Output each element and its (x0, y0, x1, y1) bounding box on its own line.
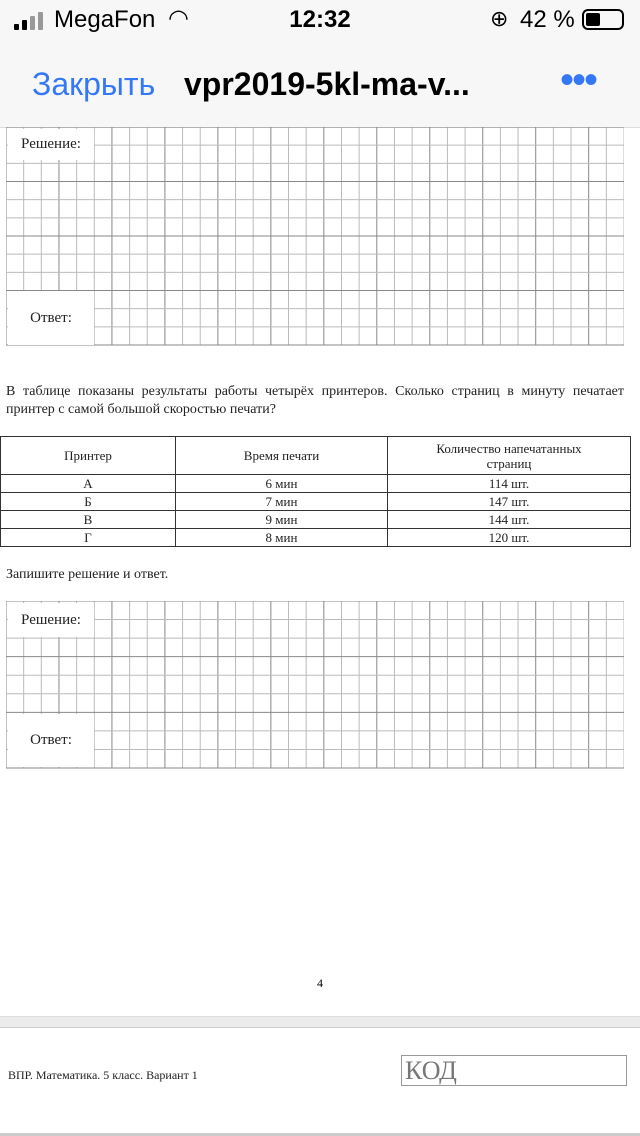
cell: А (1, 475, 176, 493)
solution-label-1: Решение: (8, 129, 94, 160)
table-header: Принтер (1, 437, 176, 475)
cell: 147 шт. (388, 493, 631, 511)
battery-percent: 42 % (520, 6, 575, 33)
carrier: MegaFon (54, 6, 156, 33)
page-separator (0, 1016, 640, 1028)
footer-text: ВПР. Математика. 5 класс. Вариант 1 (8, 1068, 198, 1082)
answer-grid-2 (6, 601, 624, 770)
cell: 8 мин (176, 529, 388, 547)
cell: 7 мин (176, 493, 388, 511)
cell: 9 мин (176, 511, 388, 529)
cell: В (1, 511, 176, 529)
answer-label-1: Ответ: (8, 291, 94, 345)
cell: Г (1, 529, 176, 547)
question-text: В таблице показаны результаты работы четырёх принтеров. Сколько страниц в минуту печатает принтер с самой большой скоростью печати? (6, 384, 624, 417)
table-row (1, 493, 631, 511)
cell: 114 шт. (388, 475, 631, 493)
status-bar (0, 0, 640, 40)
cell: 6 мин (176, 475, 388, 493)
solution-label-2: Решение: (8, 603, 94, 637)
close-button[interactable]: Закрыть (32, 66, 156, 102)
printer-table (0, 436, 631, 547)
table-header: Время печати (176, 437, 388, 475)
answer-label-2: Ответ: (8, 714, 94, 767)
wifi-icon: ◠ (168, 5, 189, 32)
viewer-header (0, 40, 640, 128)
battery-icon (582, 9, 624, 30)
clock: 12:32 (289, 6, 351, 33)
answer-grid-1 (6, 127, 624, 347)
cell: Б (1, 493, 176, 511)
cell: 144 шт. (388, 511, 631, 529)
cell: 120 шт. (388, 529, 631, 547)
table-row (1, 475, 631, 493)
table-row (1, 511, 631, 529)
document-title: vpr2019-5kl-ma-v... (184, 66, 470, 102)
table-header: Количество напечатанных страниц (388, 437, 631, 475)
instruction-text: Запишите решение и ответ. (6, 567, 169, 582)
page-number: 4 (317, 976, 323, 990)
code-box: КОД (401, 1055, 627, 1086)
table-row (1, 529, 631, 547)
more-options-button[interactable]: ••• (560, 58, 597, 102)
orientation-lock-icon: ⊕ (490, 6, 509, 31)
